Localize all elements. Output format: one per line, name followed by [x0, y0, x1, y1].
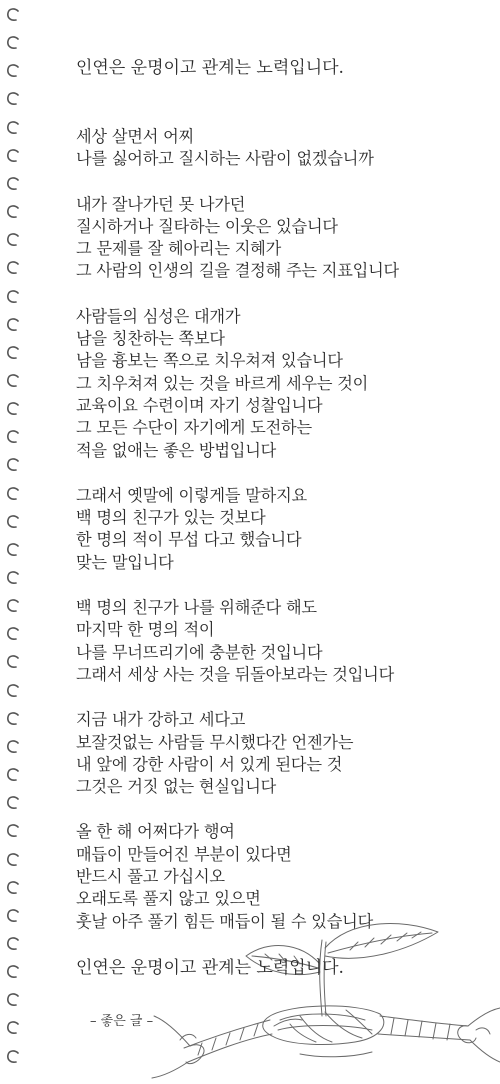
- source-signature: – 좋은 글 –: [90, 1014, 154, 1029]
- poem-line: 그 사람의 인생의 길을 결정해 주는 지표입니다: [76, 261, 399, 281]
- poem-line: 그 치우쳐져 있는 것을 바르게 세우는 것이: [76, 373, 369, 393]
- poem-line: 내가 잘나가던 못 나가던: [76, 194, 246, 214]
- spiral-ring-icon: [6, 8, 20, 22]
- poem-line: 그것은 거짓 없는 현실입니다: [76, 777, 277, 797]
- spiral-ring-icon: [6, 1021, 20, 1035]
- poem-line: 올 한 해 어쩌다가 행여: [76, 822, 235, 842]
- spiral-ring-icon: [6, 177, 20, 191]
- poem-line: 매듭이 만들어진 부분이 있다면: [76, 844, 292, 864]
- spiral-ring-icon: [6, 824, 20, 838]
- stanza-4: [76, 485, 486, 574]
- spiral-ring-icon: [6, 909, 20, 923]
- spiral-ring-icon: [6, 36, 20, 50]
- poem-body: [76, 56, 486, 980]
- spiral-ring-icon: [6, 965, 20, 979]
- spiral-ring-icon: [6, 290, 20, 304]
- spiral-ring-icon: [6, 740, 20, 754]
- poem-line: 마지막 한 명의 적이: [76, 620, 215, 640]
- spiral-ring-icon: [6, 1050, 20, 1064]
- spiral-ring-icon: [6, 261, 20, 275]
- poem-line: 그 모든 수단이 자기에게 도전하는: [76, 418, 312, 438]
- sprout-on-knot-icon: [150, 920, 500, 1084]
- poem-line: 보잘것없는 사람들 무시했다간 언젠가는: [76, 732, 354, 752]
- spiral-ring-icon: [6, 712, 20, 726]
- spiral-ring-icon: [6, 543, 20, 557]
- spiral-ring-icon: [6, 318, 20, 332]
- closing-line: 인연은 운명이고 관계는 노력입니다.: [76, 957, 344, 978]
- poem-line: 남을 흉보는 쪽으로 치우쳐져 있습니다: [76, 351, 343, 371]
- spiral-ring-icon: [6, 515, 20, 529]
- poem-line: 남을 칭찬하는 쪽보다: [76, 329, 225, 349]
- spiral-ring-icon: [6, 937, 20, 951]
- poem-line: 적을 없애는 좋은 방법입니다: [76, 440, 277, 460]
- poem-line: 맞는 말입니다: [76, 552, 174, 572]
- poem-line: 한 명의 적이 무섭 다고 했습니다: [76, 530, 302, 550]
- spiral-ring-icon: [6, 64, 20, 78]
- poem-line: 반드시 풀고 가십시오: [76, 867, 225, 887]
- stanza-2: [76, 194, 486, 283]
- spiral-ring-icon: [6, 205, 20, 219]
- poem-line: 그 문제를 잘 헤아리는 지혜가: [76, 239, 282, 259]
- spiral-ring-icon: [6, 92, 20, 106]
- poem-line: 그래서 세상 사는 것을 뒤돌아보라는 것입니다: [76, 664, 395, 684]
- spiral-ring-icon: [6, 233, 20, 247]
- stanza-1: [76, 126, 486, 171]
- spiral-ring-icon: [6, 571, 20, 585]
- spiral-ring-icon: [6, 599, 20, 613]
- spiral-ring-icon: [6, 881, 20, 895]
- poem-line: 나를 무너뜨리기에 충분한 것입니다: [76, 642, 323, 662]
- spiral-binding: [0, 0, 30, 1084]
- spiral-ring-icon: [6, 684, 20, 698]
- poem-title: 인연은 운명이고 관계는 노력입니다.: [76, 58, 344, 78]
- poem-line: 백 명의 친구가 있는 것보다: [76, 508, 266, 528]
- poem-line: 세상 살면서 어찌: [76, 127, 194, 146]
- stanza-5: [76, 597, 486, 686]
- spiral-ring-icon: [6, 346, 20, 360]
- spiral-ring-icon: [6, 458, 20, 472]
- stanza-7: [76, 821, 486, 932]
- poem-line: 사람들의 심성은 대개가: [76, 306, 241, 326]
- stanza-3: [76, 306, 486, 462]
- poem-line: 나를 싫어하고 질시하는 사람이 없겠습니까: [76, 149, 374, 169]
- poem-line: 내 앞에 강한 사람이 서 있게 된다는 것: [76, 754, 343, 774]
- spiral-ring-icon: [6, 374, 20, 388]
- poem-line: 지금 내가 강하고 세다고: [76, 710, 246, 730]
- poem-line: 오래도록 풀지 않고 있으면: [76, 889, 261, 909]
- spiral-ring-icon: [6, 796, 20, 810]
- poem-line: 훗날 아주 풀기 힘든 매듭이 될 수 있습니다: [76, 911, 374, 931]
- spiral-ring-icon: [6, 627, 20, 641]
- spiral-ring-icon: [6, 487, 20, 501]
- stanza-6: [76, 709, 486, 798]
- poem-line: 그래서 옛말에 이렇게들 말하지요: [76, 485, 307, 505]
- spiral-ring-icon: [6, 853, 20, 867]
- spiral-ring-icon: [6, 430, 20, 444]
- poem-line: 백 명의 친구가 나를 위해준다 해도: [76, 598, 317, 618]
- spiral-ring-icon: [6, 768, 20, 782]
- spiral-ring-icon: [6, 149, 20, 163]
- spiral-ring-icon: [6, 121, 20, 135]
- poem-line: 질시하거나 질타하는 이웃은 있습니다: [76, 216, 338, 236]
- spiral-ring-icon: [6, 655, 20, 669]
- poem-line: 교육이요 수련이며 자기 성찰입니다: [76, 395, 323, 415]
- spiral-ring-icon: [6, 402, 20, 416]
- spiral-ring-icon: [6, 993, 20, 1007]
